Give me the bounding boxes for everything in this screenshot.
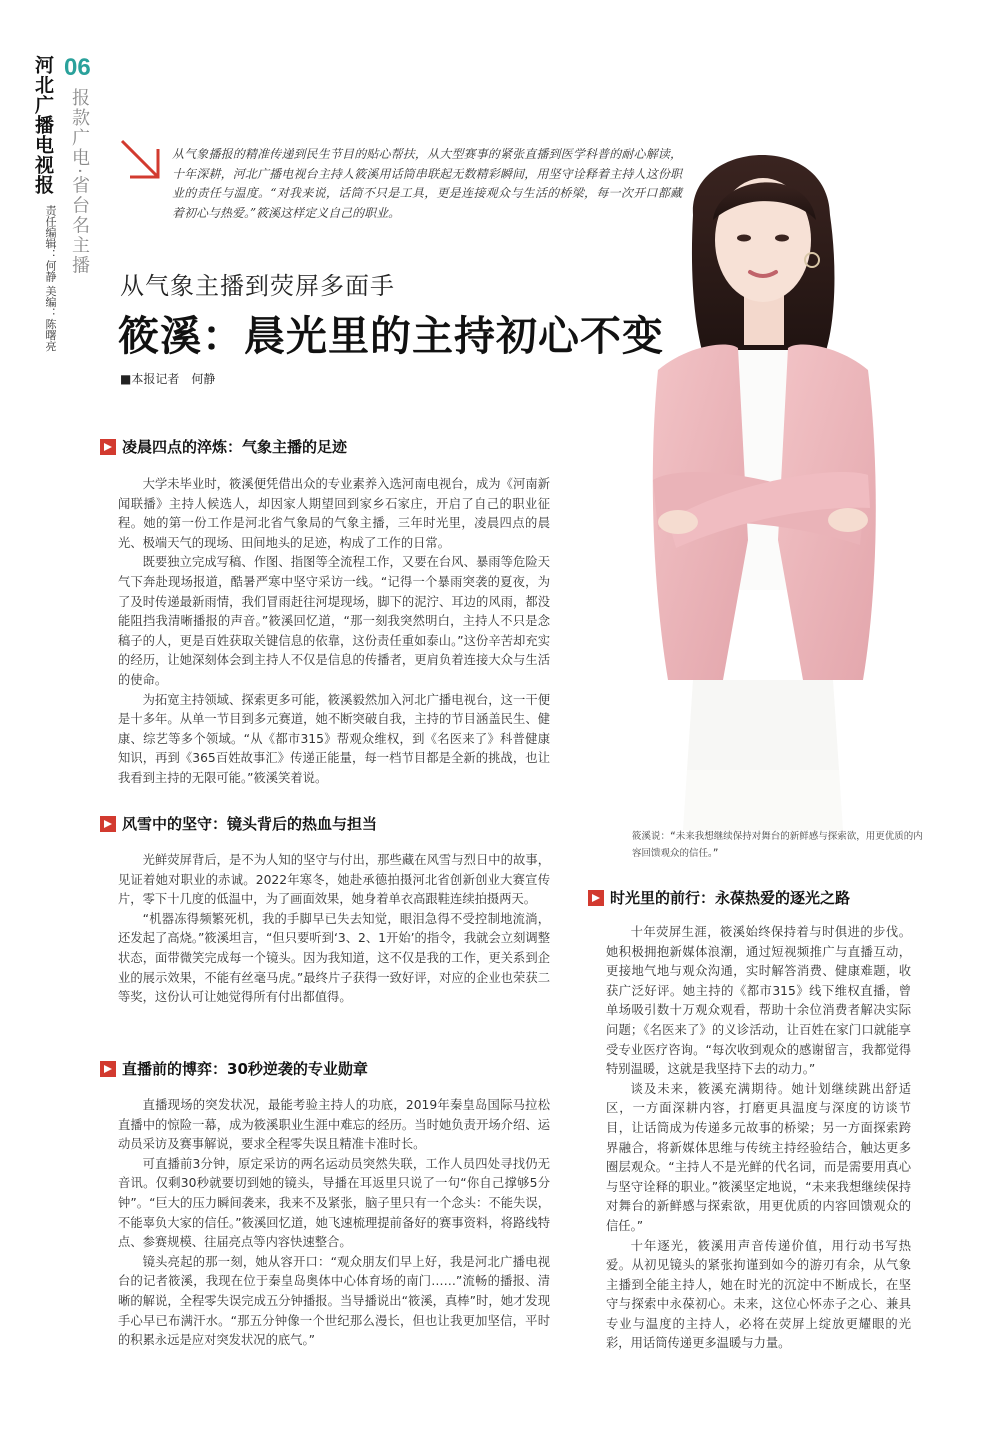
paper-name: 河北广播电视报 bbox=[32, 55, 54, 195]
sub-headline: 从气象主播到荧屏多面手 bbox=[120, 272, 395, 300]
section-arrow-icon bbox=[100, 1061, 116, 1077]
section-body-4 bbox=[606, 923, 911, 1354]
host-portrait-photo bbox=[598, 120, 928, 830]
paragraph: 大学未毕业时，筱溪便凭借出众的专业素养入选河南电视台，成为《河南新闻联播》主持人候选人，却因家人期望回到家乡石家庄，开启了自己的职业征程。她的第一份工作是河北省气象局的气象主播，三年时光里，凌晨四点的晨光、极端天气的现场、田间地头的足迹，构成了工作的日常。 bbox=[118, 477, 550, 550]
page-number: 06 bbox=[64, 54, 91, 81]
section-title: 风雪中的坚守：镜头背后的热血与担当 bbox=[122, 815, 378, 833]
section-title: 凌晨四点的淬炼：气象主播的足迹 bbox=[122, 438, 348, 456]
paragraph: 十年逐光，筱溪用声音传递价值，用行动书写热爱。从初见镜头的紧张拘谨到如今的游刃有余，从气象主播到全能主持人，她在时光的沉淀中不断成长，在坚守与探索中永葆初心。未来，这位心怀赤子之心、兼具专业与温度的主持人，必将在荧屏上绽放更耀眼的光彩，用话筒传递更多温暖与力量。 bbox=[606, 1238, 911, 1351]
byline: ■本报记者 何静 bbox=[120, 372, 216, 386]
editor-credits: 责任编辑：何静 美编：陈曙亮 bbox=[44, 205, 57, 352]
paragraph: 为拓宽主持领域、探索更多可能，筱溪毅然加入河北广播电视台，这一干便是十多年。从单一节目到多元赛道，她不断突破自我，主持的节目涵盖民生、健康、综艺等多个领域。“从《都市315》帮观众维权，到《名医来了》科普健康知识，再到《365百姓故事汇》传递正能量，每一档节目都是全新的挑战，也让我看到主持的无限可能。”筱溪笑着说。 bbox=[118, 692, 550, 785]
masthead bbox=[30, 55, 66, 195]
paragraph: 镜头亮起的那一刻，她从容开口：“观众朋友们早上好，我是河北广播电视台的记者筱溪，我现在位于秦皇岛奥体中心体育场的南门……”流畅的播报、清晰的解说，全程零失误完成五分钟播报。当导播说出“筱溪，真棒”时，她才发现手心早已布满汗水。“那五分钟像一个世纪那么漫长，但也让我更加坚信，平时的积累永远是应对突发状况的底气。” bbox=[118, 1254, 550, 1348]
section-body-1 bbox=[118, 475, 550, 789]
section-body-3 bbox=[118, 1096, 550, 1351]
paragraph: “机器冻得频繁死机，我的手脚早已失去知觉，眼泪急得不受控制地流淌，还发起了高烧。”筱溪坦言，“但只要听到‘3、2、1开始’的指令，我就会立刻调整状态，面带微笑完成每一个镜头。因为我知道，这不仅是我的工作，更关系到企业的展示效果，不能有丝毫马虎。”最终片子获得一致好评，对应的企业也荣获二等奖，这份认可让她觉得所有付出都值得。 bbox=[118, 911, 550, 1005]
photo-caption: 筱溪说：“未来我想继续保持对舞台的新鲜感与探索欲，用更优质的内容回馈观众的信任。” bbox=[632, 831, 923, 859]
headline: 筱溪：晨光里的主持初心不变 bbox=[118, 312, 664, 360]
section-heading-2 bbox=[100, 813, 377, 834]
paragraph: 十年荧屏生涯，筱溪始终保持着与时俱进的步伐。她积极拥抱新媒体浪潮，通过短视频推广与直播互动，更接地气地与观众沟通，实时解答消费、健康难题，收获广泛好评。她主持的《都市315》线下维权直播，曾单场吸引数十万观众观看，帮助十余位消费者解决实际问题；《名医来了》的义诊活动，让百姓在家门口就能享受专业医疗咨询。“每次收到观众的感谢留言，我都觉得特别温暖，这就是我坚持下去的动力。” bbox=[606, 925, 911, 1077]
arrow-decoration-icon bbox=[118, 137, 164, 183]
section-arrow-icon bbox=[100, 816, 116, 832]
paragraph: 直播现场的突发状况，最能考验主持人的功底，2019年秦皇岛国际马拉松直播中的惊险一幕，成为筱溪职业生涯中难忘的经历。当时她负责开场介绍、运动员采访及赛事解说，要求全程零失误且精准卡准时长。 bbox=[118, 1098, 550, 1152]
paragraph: 可直播前3分钟，原定采访的两名运动员突然失联，工作人员四处寻找仍无音讯。仅剩30秒就要切到她的镜头，导播在耳返里只说了一句“你自己撑够5分钟”。“巨大的压力瞬间袭来，我来不及紧张，脑子里只有一个念头：不能失误，不能辜负大家的信任。”筱溪回忆道，她飞速梳理提前备好的赛事资料，将路线特点、参赛规模、往届亮点等内容快速整合。 bbox=[118, 1156, 550, 1250]
section-heading-3 bbox=[100, 1058, 368, 1079]
section-heading-4 bbox=[588, 887, 850, 908]
paragraph: 光鲜荧屏背后，是不为人知的坚守与付出，那些藏在风雪与烈日中的故事，见证着她对职业的赤诚。2022年寒冬，她赴承德拍摄河北省创新创业大赛宣传片，零下十几度的低温中，为了画面效果，她身着单衣高跟鞋连续拍摄两天。 bbox=[118, 853, 550, 907]
intro-paragraph: 从气象播报的精准传递到民生节目的贴心帮扶，从大型赛事的紧张直播到医学科普的耐心解读，十年深耕，河北广播电视台主持人筱溪用话筒串联起无数精彩瞬间，用坚守诠释着主持人这份职业的责任与温度。“对我来说，话筒不只是工具，更是连接观众与生活的桥梁，每一次开口都藏着初心与热爱。”筱溪这样定义自己的职业。 bbox=[172, 147, 682, 220]
section-arrow-icon bbox=[588, 890, 604, 906]
section-title: 直播前的博弈：30秒逆袭的专业勋章 bbox=[122, 1060, 368, 1078]
section-arrow-icon bbox=[100, 439, 116, 455]
paragraph: 谈及未来，筱溪充满期待。她计划继续跳出舒适区，一方面深耕内容，打磨更具温度与深度的访谈节目，让话筒成为传递多元故事的桥梁；另一方面探索跨界融合，将新媒体思维与传统主持经验结合，触达更多圈层观众。“主持人不是光鲜的代名词，而是需要用真心与坚守诠释的职业。”筱溪坚定地说，“未来我想继续保持对舞台的新鲜感与探索欲，用更优质的内容回馈观众的信任。” bbox=[606, 1081, 911, 1233]
section-body-2 bbox=[118, 851, 550, 1008]
section-label: 报款广电·省台名主播 bbox=[69, 88, 90, 276]
paragraph: 既要独立完成写稿、作图、指图等全流程工作，又要在台风、暴雨等危险天气下奔赴现场报道，酷暑严寒中坚守采访一线。“记得一个暴雨突袭的夏夜，为了及时传递最新雨情，我们冒雨赶往河堤现场，脚下的泥泞、耳边的风雨，都没能阻挡我清晰播报的声音。”筱溪回忆道，“那一刻我突然明白，主持人不只是念稿子的人，更是百姓获取关键信息的依靠，这份责任重如泰山。”这份辛苦却充实的经历，让她深刻体会到主持人不仅是信息的传播者，更肩负着连接大众与生活的使命。 bbox=[118, 555, 550, 687]
section-title: 时光里的前行：永葆热爱的逐光之路 bbox=[610, 889, 851, 907]
section-heading-1 bbox=[100, 436, 347, 457]
